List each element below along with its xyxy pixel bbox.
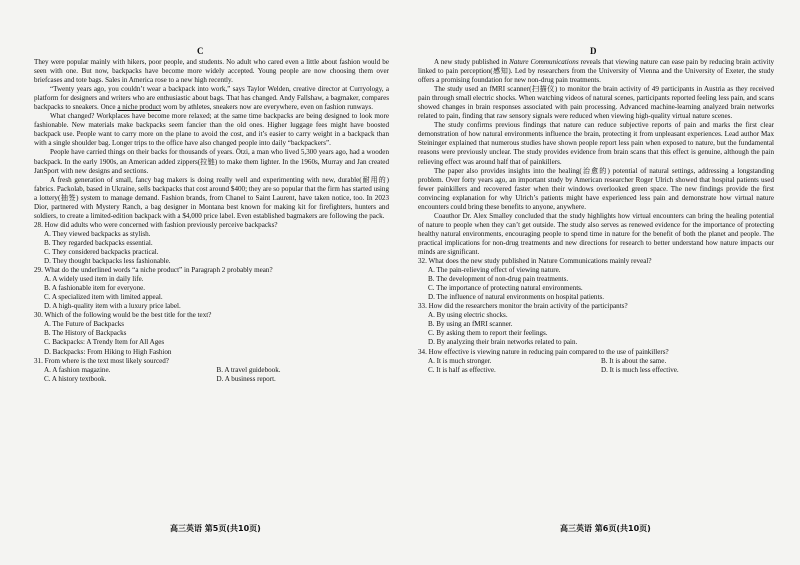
underlined-phrase: a niche product <box>117 103 162 112</box>
answer-option[interactable]: B. They regarded backpacks essential. <box>44 238 153 247</box>
answer-option[interactable]: A. The Future of Backpacks <box>44 320 125 329</box>
passage-paragraph: “Twenty years ago, you couldn’t wear a backpack into work,” says Taylor Welden, creative director at Curryology, a platform for designers and writers who are enthusiastic about bags. That has changed. Andy Fallshaw, a bagmaker, compares backpacks to sneakers. Once a niche product worn by athletes, sneakers now are everywhere, even on fashion runways. <box>34 85 389 112</box>
answer-option[interactable]: C. By asking them to report their feelings. <box>428 329 548 338</box>
answer-option[interactable]: B. The History of Backpacks <box>44 329 127 338</box>
passage-paragraph: A fresh generation of small, fancy bag makers is doing really well and experimenting with new, durable(耐用的) fabrics. Packolab, based in Ukraine, sells backpacks that cost around $400; they are so popular that the firm has started using a lottery(抽签) system to manage demand. Fashion brands, from Chanel to Saint Laurent, have taken notice, too. In 2023 Dior, partnered with Mystery Ranch, a bag designer in Montana best known for making kit for firefighters, hunters and soldiers, to create a limited-edition backpack with a $4,000 price label. Even established bagmakers are following the pack. <box>34 175 389 220</box>
passage-paragraph: People have carried things on their backs for thousands of years. Ötzi, a man who lived 5,300 years ago, had a wooden backpack. In the early 1900s, an American added zippers(拉链) to make them lighter. In the 1960s, Murray and Jan created JanSport with new designs and sections. <box>34 148 389 175</box>
answer-option[interactable]: A. A fashion magazine. <box>44 365 111 374</box>
question-34 <box>418 348 774 375</box>
passage-paragraph: They were popular mainly with hikers, poor people, and students. No adult who cared even a little about fashion would be seen with one. But now, backpacks have become more widely accepted. Young people are now choosing them over briefcases and tote bags. Sales in America rose to a new high recently. <box>34 58 389 85</box>
question-31 <box>34 357 389 384</box>
question-32 <box>418 257 774 302</box>
passage-c-title: C <box>197 46 204 56</box>
answer-option[interactable]: C. It is half as effective. <box>428 365 496 374</box>
option-row <box>44 366 389 375</box>
answer-option[interactable]: C. A specialized item with limited appeal. <box>44 293 163 302</box>
answer-option[interactable]: C. They considered backpacks practical. <box>44 247 159 256</box>
answer-option[interactable]: A. They viewed backpacks as stylish. <box>44 229 151 238</box>
question-stem: 30. Which of the following would be the best title for the text? <box>34 311 212 320</box>
left-column <box>34 58 389 384</box>
option-row <box>428 357 774 366</box>
answer-option[interactable]: D. They thought backpacks less fashionable. <box>44 257 171 266</box>
answer-option[interactable]: C. The importance of protecting natural environments. <box>428 284 583 293</box>
answer-option[interactable]: A. The pain-relieving effect of viewing nature. <box>428 266 561 275</box>
passage-paragraph: The study confirms previous findings that nature can reduce subjective reports of pain and marks the first clear demonstration of how natural environments influence the brain, protecting it from unpleasant experiences. Lead author Max Steininger explained that numerous studies have shown people report less pain when exposed to nature, but the fundamental reasons were previously unclear. The study provides evidence from brain scans that this effect is genuine, although the pain relieving effect was around half that of painkillers. <box>418 121 774 166</box>
answer-option[interactable]: D. Backpacks: From Hiking to High Fashion <box>44 347 172 356</box>
question-33 <box>418 302 774 347</box>
answer-option[interactable]: A. It is much stronger. <box>428 356 492 365</box>
question-stem: 31. From where is the text most likely sourced? <box>34 356 169 365</box>
question-stem: 29. What do the underlined words “a niche product” in Paragraph 2 probably mean? <box>34 266 273 275</box>
right-column <box>418 58 774 375</box>
option-row <box>428 366 774 375</box>
question-stem: 34. How effective is viewing nature in reducing pain compared to the use of painkillers? <box>418 347 669 356</box>
answer-option[interactable]: D. A business report. <box>216 374 276 383</box>
answer-option[interactable]: B. By using an fMRI scanner. <box>428 320 513 329</box>
page-footer-right: 高三英语 第6页(共10页) <box>560 524 651 533</box>
passage-paragraph: What changed? Workplaces have become more relaxed; at the same time backpacks are being designed to look more fashionable. New materials make backpacks seem fancier than the old ones. Higher luggage fees might have boosted backpack use. People want to carry more on the plane to avoid the cost, and it’s easier to carry weight in a backpack than with a single shoulder bag. Longer trips to the office have also changed people into daily “backpackers”. <box>34 112 389 148</box>
option-row <box>44 375 389 384</box>
answer-option[interactable]: D. By analyzing their brain networks related to pain. <box>428 338 578 347</box>
question-stem: 28. How did adults who were concerned with fashion previously perceive backpacks? <box>34 220 278 229</box>
answer-option[interactable]: D. The influence of natural environments on hospital patients. <box>428 293 604 302</box>
answer-option[interactable]: A. By using electric shocks. <box>428 311 508 320</box>
answer-option[interactable]: C. A history textbook. <box>44 374 107 383</box>
passage-paragraph: The study used an fMRI scanner(扫描仪) to monitor the brain activity of 49 participants in Austria as they received pain through small electric shocks. When watching videos of natural scenes, participants reported feeling less pain, and scans showed changes in brain responses associated with pain processing. Advanced machine-learning analyzed brain networks related to pain, finding that raw sensory signals were reduced when viewing high-quality virtual nature scenes. <box>418 85 774 121</box>
answer-option[interactable]: D. A high-quality item with a luxury price label. <box>44 302 181 311</box>
answer-option[interactable]: B. A travel guidebook. <box>216 365 281 374</box>
question-30 <box>34 311 389 356</box>
passage-d-title: D <box>590 46 597 56</box>
answer-option[interactable]: B. A fashionable item for everyone. <box>44 284 146 293</box>
passage-paragraph: The paper also provides insights into the healing(治愈的) potential of natural settings, addressing a longstanding problem. Over forty years ago, an important study by American researcher Roger Ulrich showed that hospital patients used fewer painkillers and recovered faster when their windows overlooked green space. The new findings provide the first convincing explanation for why Ulrich’s patients might have experienced less pain and demonstrate how virtual nature encounters could bring these benefits to anyone, anywhere. <box>418 166 774 211</box>
question-stem: 32. What does the new study published in Nature Communications mainly reveal? <box>418 257 652 266</box>
answer-option[interactable]: B. The development of non-drug pain treatments. <box>428 275 569 284</box>
passage-paragraph: Coauthor Dr. Alex Smalley concluded that the study highlights how virtual encounters can bring the healing potential of nature to people when they can’t get outside. The study also serves as renewed evidence for the importance of protecting healthy natural environments, encouraging people to spend time in nature for the benefit of both the planet and people. The practical implications for non-drug treatments and new directions for research to better understand how nature impacts our minds are significant. <box>418 211 774 256</box>
passage-paragraph: A new study published in Nature Communications reveals that viewing nature can ease pain by reducing brain activity linked to pain perception(感知). Led by researchers from the University of Vienna and the University of Exeter, the study offers a promising foundation for new non-drug pain treatments. <box>418 58 774 85</box>
question-28 <box>34 221 389 266</box>
question-29 <box>34 266 389 311</box>
answer-option[interactable]: B. It is about the same. <box>601 356 667 365</box>
answer-option[interactable]: D. It is much less effective. <box>601 365 679 374</box>
answer-option[interactable]: C. Backpacks: A Trendy Item for All Ages <box>44 338 165 347</box>
answer-option[interactable]: A. A widely used item in daily life. <box>44 275 144 284</box>
page-footer-left: 高三英语 第5页(共10页) <box>170 524 261 533</box>
question-stem: 33. How did the researchers monitor the brain activity of the participants? <box>418 302 628 311</box>
